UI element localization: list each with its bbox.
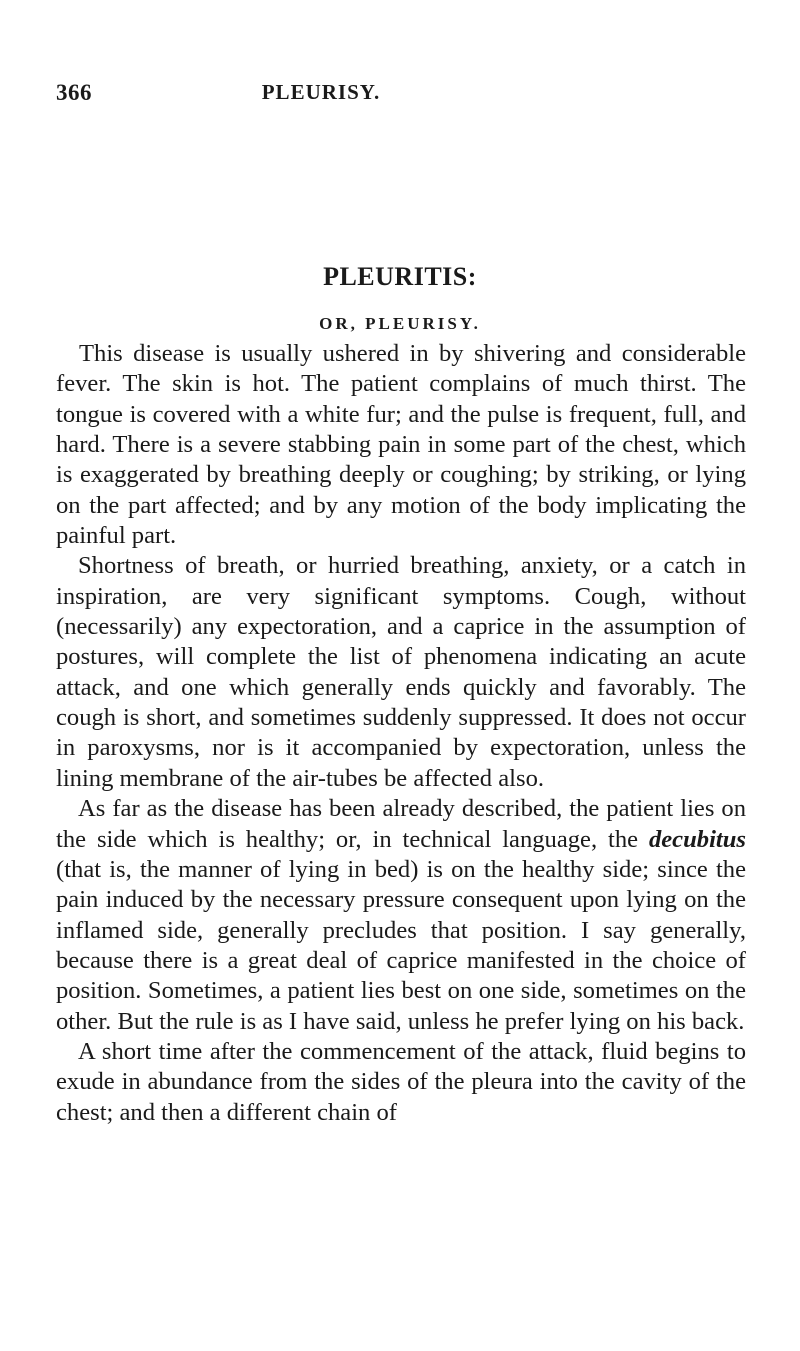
paragraph <box>56 794 746 1037</box>
italic-term: decubitus <box>648 825 746 853</box>
running-head <box>56 80 744 110</box>
body-text <box>56 339 746 1128</box>
page-number: 366 <box>56 80 92 105</box>
running-title: PLEURISY. <box>261 80 381 104</box>
chapter-subtitle: OR, PLEURISY. <box>319 314 481 333</box>
paragraph-text: (that is, the manner of lying in bed) is on the healthy side; since the pain induced by the necessary pressure consequent upon lying on the inflamed side, generally precludes that position. I say generally, because there is a great deal of caprice manifested in the choice of position. Sometimes, a patient lies best on one side, sometimes on the other. But the rule is as I have said, unless he prefer lying on his back. <box>56 855 746 1035</box>
chapter-title: PLEURITIS: <box>323 262 477 291</box>
paragraph: This disease is usually ushered in by shivering and considerable fever. The skin is hot. The patient complains of much thirst. The tongue is covered with a white fur; and the pulse is frequent, full, and hard. There is a severe stabbing pain in some part of the chest, which is exaggerated by breathing deeply or coughing; by striking, or lying on the part affected; and by any motion of the body implicating the painful part. <box>56 340 746 550</box>
paragraph-text: As far as the disease has been already described, the patient lies on the side which is healthy; or, in technical language, the <box>56 795 746 853</box>
paragraph: A short time after the commencement of the attack, fluid begins to exude in abundance from the sides of the pleura into the cavity of the chest; and then a different chain of <box>56 1037 746 1126</box>
paragraph: Shortness of breath, or hurried breathing, anxiety, or a catch in inspiration, are very significant symptoms. Cough, without (necessarily) any expectoration, and a caprice in the assumption of postures, will complete the list of phenomena indicating an acute attack, and one which generally ends quickly and favorably. The cough is short, and sometimes suddenly suppressed. It does not occur in paroxysms, nor is it accompanied by expectoration, unless the lining membrane of the air-tubes be affected also. <box>56 552 746 792</box>
